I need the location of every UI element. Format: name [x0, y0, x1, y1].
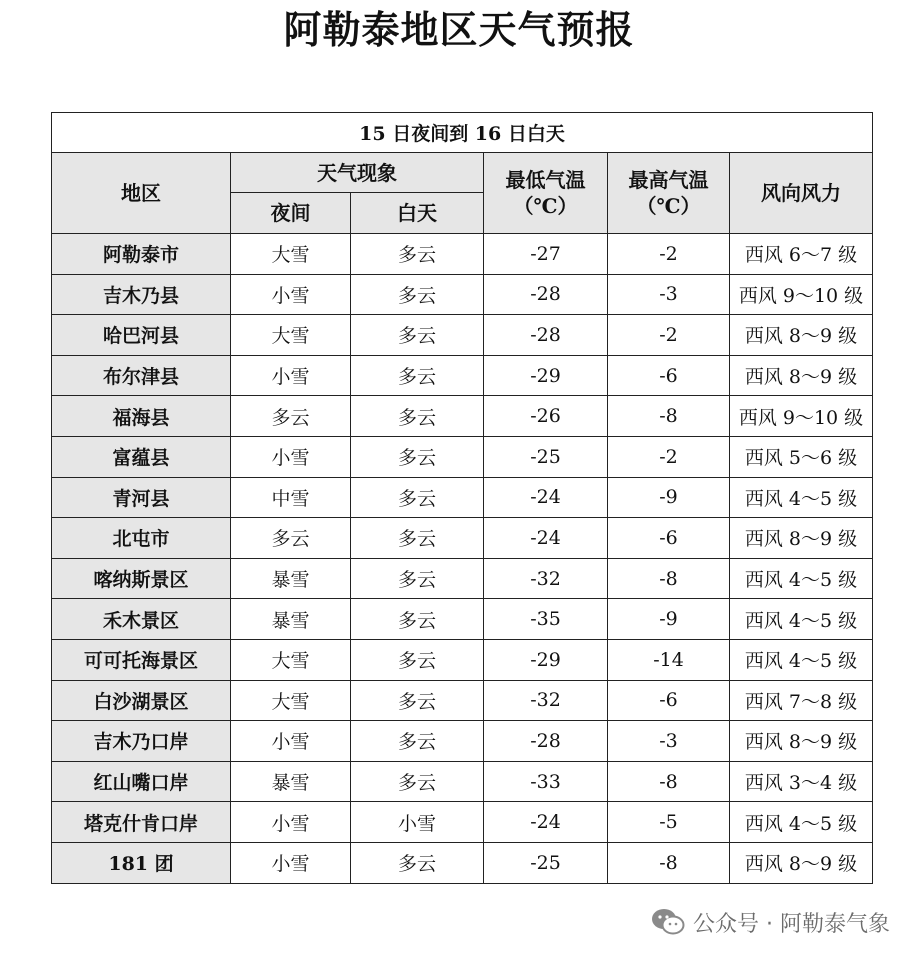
region-cell: 吉木乃县 [52, 274, 231, 315]
max-temp-cell: -6 [608, 680, 730, 721]
table-row [52, 842, 873, 883]
min-temp-cell: -33 [484, 761, 608, 802]
wind-cell: 西风 8～9 级 [730, 842, 873, 883]
min-temp-cell: -28 [484, 274, 608, 315]
header-row-1 [52, 153, 873, 193]
night-weather-cell: 暴雪 [231, 761, 351, 802]
wind-cell: 西风 6～7 级 [730, 234, 873, 275]
table-row [52, 599, 873, 640]
max-temp-cell: -6 [608, 518, 730, 559]
region-cell: 红山嘴口岸 [52, 761, 231, 802]
night-weather-cell: 多云 [231, 396, 351, 437]
min-temp-cell: -28 [484, 315, 608, 356]
wind-cell: 西风 8～9 级 [730, 721, 873, 762]
min-temp-cell: -32 [484, 558, 608, 599]
forecast-rows [52, 234, 873, 884]
wind-cell: 西风 4～5 级 [730, 477, 873, 518]
min-temp-cell: -27 [484, 234, 608, 275]
header-min-temp-unit: （℃） [513, 194, 578, 218]
day-weather-cell: 多云 [351, 274, 484, 315]
day-weather-cell: 多云 [351, 396, 484, 437]
max-temp-cell: -14 [608, 639, 730, 680]
region-cell: 禾木景区 [52, 599, 231, 640]
max-temp-cell: -8 [608, 558, 730, 599]
min-temp-cell: -35 [484, 599, 608, 640]
region-cell: 吉木乃口岸 [52, 721, 231, 762]
min-temp-cell: -24 [484, 477, 608, 518]
wind-cell: 西风 9～10 级 [730, 396, 873, 437]
table-row [52, 761, 873, 802]
header-min-temp [484, 153, 608, 234]
region-cell: 可可托海景区 [52, 639, 231, 680]
day-weather-cell: 多云 [351, 599, 484, 640]
night-weather-cell: 多云 [231, 518, 351, 559]
min-temp-cell: -29 [484, 639, 608, 680]
region-cell: 富蕴县 [52, 436, 231, 477]
min-temp-cell: -25 [484, 842, 608, 883]
region-cell: 白沙湖景区 [52, 680, 231, 721]
table-row [52, 396, 873, 437]
wind-cell: 西风 8～9 级 [730, 355, 873, 396]
header-day: 白天 [351, 193, 484, 234]
night-weather-cell: 小雪 [231, 355, 351, 396]
wind-cell: 西风 4～5 级 [730, 802, 873, 843]
wind-cell: 西风 8～9 级 [730, 518, 873, 559]
night-weather-cell: 大雪 [231, 234, 351, 275]
max-temp-cell: -3 [608, 721, 730, 762]
region-cell: 北屯市 [52, 518, 231, 559]
max-temp-cell: -8 [608, 761, 730, 802]
table-row [52, 274, 873, 315]
wind-cell: 西风 4～5 级 [730, 639, 873, 680]
max-temp-cell: -6 [608, 355, 730, 396]
region-cell: 塔克什肯口岸 [52, 802, 231, 843]
header-min-temp-label: 最低气温 [505, 168, 586, 192]
watermark-text: 公众号 · 阿勒泰气象 [693, 911, 890, 937]
table-row [52, 234, 873, 275]
header-weather: 天气现象 [231, 153, 484, 193]
day-weather-cell: 多云 [351, 315, 484, 356]
night-weather-cell: 小雪 [231, 802, 351, 843]
day-weather-cell: 小雪 [351, 802, 484, 843]
table-row [52, 315, 873, 356]
wind-cell: 西风 3～4 级 [730, 761, 873, 802]
table-row [52, 558, 873, 599]
wind-cell: 西风 9～10 级 [730, 274, 873, 315]
wind-cell: 西风 7～8 级 [730, 680, 873, 721]
region-cell: 青河县 [52, 477, 231, 518]
night-weather-cell: 大雪 [231, 680, 351, 721]
period-row [52, 113, 873, 153]
region-cell: 福海县 [52, 396, 231, 437]
region-cell: 哈巴河县 [52, 315, 231, 356]
max-temp-cell: -5 [608, 802, 730, 843]
table-row [52, 721, 873, 762]
forecast-table [51, 112, 873, 884]
forecast-period: 15 日夜间到 16 日白天 [52, 113, 873, 153]
table-row [52, 518, 873, 559]
header-wind: 风向风力 [730, 153, 873, 234]
table-row [52, 477, 873, 518]
day-weather-cell: 多云 [351, 558, 484, 599]
max-temp-cell: -2 [608, 315, 730, 356]
night-weather-cell: 暴雪 [231, 599, 351, 640]
header-max-temp [608, 153, 730, 234]
night-weather-cell: 大雪 [231, 639, 351, 680]
day-weather-cell: 多云 [351, 761, 484, 802]
min-temp-cell: -25 [484, 436, 608, 477]
table-row [52, 639, 873, 680]
wind-cell: 西风 8～9 级 [730, 315, 873, 356]
max-temp-cell: -3 [608, 274, 730, 315]
day-weather-cell: 多云 [351, 355, 484, 396]
wind-cell: 西风 4～5 级 [730, 558, 873, 599]
min-temp-cell: -24 [484, 518, 608, 559]
wind-cell: 西风 5～6 级 [730, 436, 873, 477]
wechat-icon [651, 907, 685, 937]
min-temp-cell: -24 [484, 802, 608, 843]
max-temp-cell: -9 [608, 599, 730, 640]
max-temp-cell: -8 [608, 396, 730, 437]
header-region: 地区 [52, 153, 231, 234]
watermark [651, 904, 890, 940]
min-temp-cell: -28 [484, 721, 608, 762]
region-cell: 喀纳斯景区 [52, 558, 231, 599]
day-weather-cell: 多云 [351, 234, 484, 275]
header-max-temp-unit: （℃） [636, 194, 701, 218]
max-temp-cell: -9 [608, 477, 730, 518]
day-weather-cell: 多云 [351, 518, 484, 559]
region-cell: 阿勒泰市 [52, 234, 231, 275]
table-row [52, 680, 873, 721]
table-row [52, 355, 873, 396]
day-weather-cell: 多云 [351, 477, 484, 518]
min-temp-cell: -29 [484, 355, 608, 396]
min-temp-cell: -26 [484, 396, 608, 437]
max-temp-cell: -2 [608, 234, 730, 275]
day-weather-cell: 多云 [351, 721, 484, 762]
night-weather-cell: 小雪 [231, 274, 351, 315]
day-weather-cell: 多云 [351, 842, 484, 883]
night-weather-cell: 小雪 [231, 721, 351, 762]
region-cell: 布尔津县 [52, 355, 231, 396]
wind-cell: 西风 4～5 级 [730, 599, 873, 640]
day-weather-cell: 多云 [351, 639, 484, 680]
night-weather-cell: 小雪 [231, 436, 351, 477]
max-temp-cell: -8 [608, 842, 730, 883]
table-row [52, 802, 873, 843]
header-max-temp-label: 最高气温 [628, 168, 709, 192]
page-title: 阿勒泰地区天气预报 [283, 7, 635, 52]
night-weather-cell: 暴雪 [231, 558, 351, 599]
night-weather-cell: 中雪 [231, 477, 351, 518]
day-weather-cell: 多云 [351, 436, 484, 477]
min-temp-cell: -32 [484, 680, 608, 721]
table-row [52, 436, 873, 477]
day-weather-cell: 多云 [351, 680, 484, 721]
header-night: 夜间 [231, 193, 351, 234]
max-temp-cell: -2 [608, 436, 730, 477]
night-weather-cell: 大雪 [231, 315, 351, 356]
region-cell: 181 团 [52, 842, 231, 883]
night-weather-cell: 小雪 [231, 842, 351, 883]
